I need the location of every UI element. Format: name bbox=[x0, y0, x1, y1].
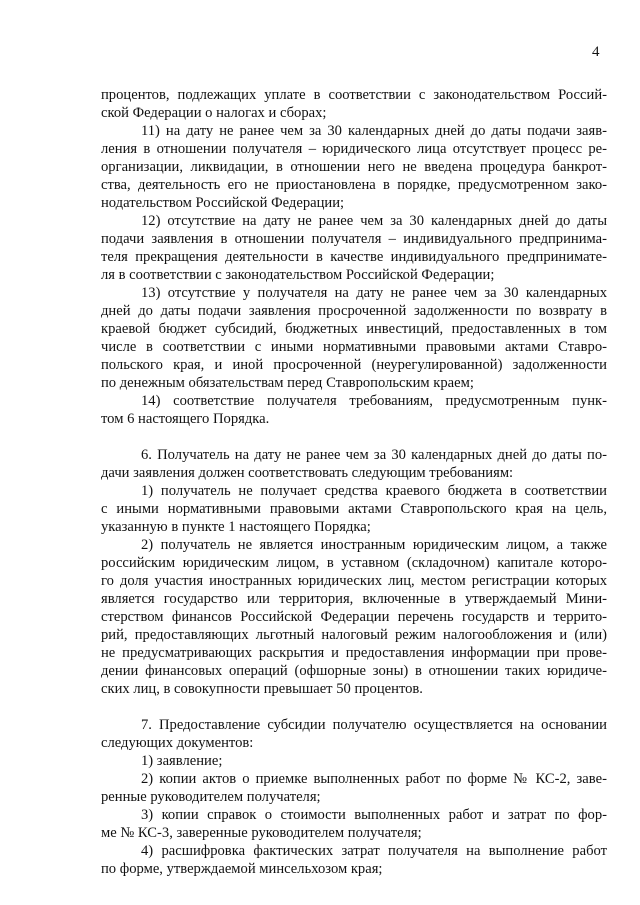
text-line: нодательством Российской Федерации; bbox=[101, 195, 345, 211]
text-line: 4) расшифровка фактических затрат получателя на выполнение работ bbox=[141, 843, 607, 859]
text-line: российским юридическим лицом, в уставном (складочном) капитале которо- bbox=[101, 555, 607, 571]
text-line: 11) на дату не ранее чем за 30 календарных дней до даты подачи заяв- bbox=[141, 123, 607, 139]
text-line: ления в отношении получателя – юридического лица отсутствует процесс ре- bbox=[101, 141, 607, 157]
text-line: процентов, подлежащих уплате в соответствии с законодательством Россий- bbox=[101, 87, 607, 103]
text-line: дней до даты подачи заявления просроченной задолженности по возврату в bbox=[101, 303, 607, 319]
page-number: 4 bbox=[592, 44, 600, 60]
text-line: следующих документов: bbox=[101, 735, 254, 751]
text-line: ме № КС-3, заверенные руководителем получателя; bbox=[101, 825, 422, 841]
text-line: по денежным обязательствам перед Ставропольским краем; bbox=[101, 375, 474, 391]
text-line: 1) получатель не получает средства краевого бюджета в соответствии bbox=[141, 483, 607, 499]
text-line: ской Федерации о налогах и сборах; bbox=[101, 105, 327, 121]
text-line: теля прекращения деятельности в качестве индивидуального предпринимате- bbox=[101, 249, 607, 265]
text-line: 13) отсутствие у получателя на дату не ранее чем за 30 календарных bbox=[141, 285, 607, 301]
text-line: 3) копии справок о стоимости выполненных работ и затрат по фор- bbox=[141, 807, 607, 823]
text-line: краевой бюджет субсидий, бюджетных инвестиций, предоставленных в том bbox=[101, 321, 607, 337]
text-line: числе в соответствии с иными нормативными правовыми актами Ставро- bbox=[101, 339, 607, 355]
text-line: 7. Предоставление субсидии получателю осуществляется на основании bbox=[141, 717, 607, 733]
text-line: является государство или территория, включенные в утверждаемый Мини- bbox=[101, 591, 607, 607]
text-line: 1) заявление; bbox=[141, 753, 223, 769]
text-line: организации, ликвидации, в отношении него не введена процедура банкрот- bbox=[101, 159, 607, 175]
text-line: ля в соответствии с законодательством Российской Федерации; bbox=[101, 267, 495, 283]
text-line: том 6 настоящего Порядка. bbox=[101, 411, 270, 427]
text-line: по форме, утверждаемой минсельхозом края; bbox=[101, 861, 383, 877]
text-line: 6. Получатель на дату не ранее чем за 30 календарных дней до даты по- bbox=[141, 447, 607, 463]
text-line: дении финансовых операций (офшорные зоны) в отношении таких юридиче- bbox=[101, 663, 607, 679]
text-line: ства, деятельность его не приостановлена в порядке, предусмотренном зако- bbox=[101, 177, 607, 193]
text-line: 2) получатель не является иностранным юридическим лицом, а также bbox=[141, 537, 607, 553]
text-line: дачи заявления должен соответствовать следующим требованиям: bbox=[101, 465, 514, 481]
text-line: 14) соответствие получателя требованиям, предусмотренным пунк- bbox=[141, 393, 607, 409]
text-line: стерством финансов Российской Федерации перечень государств и террито- bbox=[101, 609, 607, 625]
text-line: не предусматривающих раскрытия и предоставления информации при прове- bbox=[101, 645, 607, 661]
text-line: указанную в пункте 1 настоящего Порядка; bbox=[101, 519, 371, 535]
text-line: с иными нормативными правовыми актами Ставропольского края на цель, bbox=[101, 501, 607, 517]
text-line: рий, предоставляющих льготный налоговый режим налогообложения и (или) bbox=[101, 627, 607, 643]
text-line: подачи заявления в отношении получателя – индивидуального предпринима- bbox=[101, 231, 607, 247]
text-line: 12) отсутствие на дату не ранее чем за 30 календарных дней до даты bbox=[141, 213, 607, 229]
text-line: го доля участия иностранных юридических лиц, местом регистрации которых bbox=[101, 573, 607, 589]
text-line: ренные руководителем получателя; bbox=[101, 789, 321, 805]
text-line: ских лиц, в совокупности превышает 50 процентов. bbox=[101, 681, 423, 697]
text-line: польского края, и иной просроченной (неурегулированной) задолженности bbox=[101, 357, 607, 373]
text-line: 2) копии актов о приемке выполненных работ по форме № КС-2, завe- bbox=[141, 771, 607, 787]
